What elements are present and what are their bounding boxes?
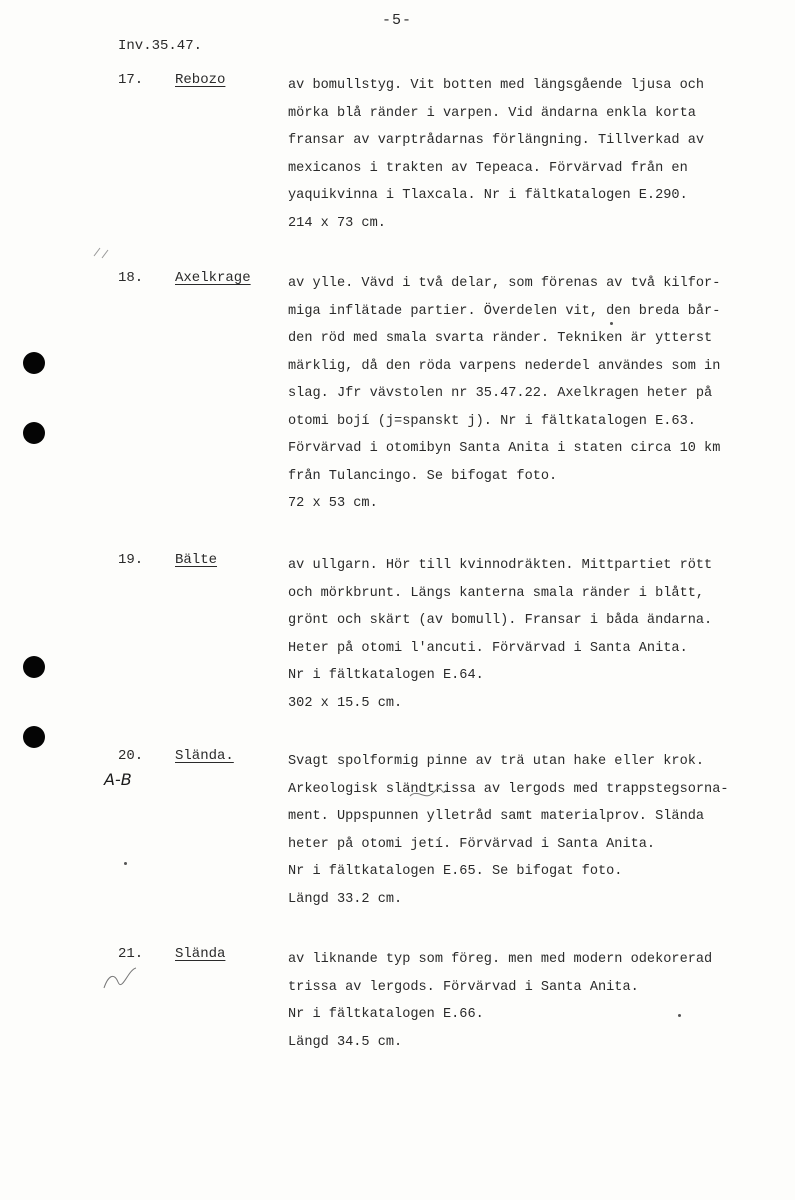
pencil-mark-icon	[92, 244, 112, 260]
description-line: Heter på otomi l'ancuti. Förvärvad i Santa Anita.	[288, 640, 688, 656]
entry-number: 21.	[118, 946, 144, 962]
description-line: av ylle. Vävd i två delar, som förenas av två kilfor-	[288, 276, 721, 291]
binder-hole-3	[23, 656, 45, 678]
description-line: fransar av varptrådarnas förlängning. Tillverkad av	[288, 133, 705, 148]
description-line: av ullgarn. Hör till kvinnodräkten. Mittpartiet rött	[288, 558, 713, 573]
entry-description	[288, 72, 758, 237]
description-line: och mörkbrunt. Längs kanterna smala ränder i blått,	[288, 585, 705, 601]
description-line: Svagt spolformig pinne av trä utan hake eller krok.	[288, 754, 705, 769]
entry-description	[288, 270, 758, 518]
entry-description	[288, 552, 758, 717]
binder-hole-2	[23, 422, 45, 444]
description-line: Arkeologisk sländtrissa av lergods med trappstegsorna-	[288, 781, 729, 797]
description-line: Längd 33.2 cm.	[288, 891, 403, 907]
description-line: 214 x 73 cm.	[288, 215, 386, 231]
description-line: mörka blå ränder i varpen. Vid ändarna enkla korta	[288, 105, 696, 121]
entry-number: 18.	[118, 270, 144, 286]
entry-name: Slända	[175, 946, 226, 962]
description-line: miga inflätade partier. Överdelen vit, den breda bår-	[288, 303, 721, 319]
description-line: heter på otomi jetí. Förvärvad i Santa Anita.	[288, 836, 656, 852]
description-line: otomi bojí (j=spanskt j). Nr i fältkatalogen E.63.	[288, 413, 696, 429]
entry-name: Rebozo	[175, 72, 226, 88]
entry-name: Axelkrage	[175, 270, 251, 286]
description-line: Nr i fältkatalogen E.65. Se bifogat foto.	[288, 864, 623, 879]
description-line: ment. Uppspunnen ylletråd samt materialprov. Slända	[288, 809, 705, 824]
description-line: yaquikvinna i Tlaxcala. Nr i fältkatalogen E.290.	[288, 188, 688, 203]
description-line: 302 x 15.5 cm.	[288, 695, 403, 711]
description-line: slag. Jfr vävstolen nr 35.47.22. Axelkragen heter på	[288, 386, 713, 401]
inventory-number: Inv.35.47.	[118, 38, 203, 54]
page-number: -5-	[382, 12, 413, 29]
binder-hole-4	[23, 726, 45, 748]
pencil-scribble-icon	[100, 962, 140, 992]
description-line: Längd 34.5 cm.	[288, 1034, 403, 1050]
description-line: den röd med smala svarta ränder. Tekniken är ytterst	[288, 331, 713, 346]
entry-number: 17.	[118, 72, 144, 88]
entry-name: Slända.	[175, 748, 234, 764]
description-line: från Tulancingo. Se bifogat foto.	[288, 468, 558, 484]
description-line: grönt och skärt (av bomull). Fransar i båda ändarna.	[288, 613, 713, 628]
pencil-scribble-icon	[408, 786, 448, 804]
description-line: av liknande typ som föreg. men med modern odekorerad	[288, 952, 713, 967]
entry-name: Bälte	[175, 552, 218, 568]
description-line: Nr i fältkatalogen E.66.	[288, 1007, 484, 1022]
entry-number: 20.	[118, 748, 144, 764]
binder-hole-1	[23, 352, 45, 374]
entry-number: 19.	[118, 552, 144, 568]
description-line: mexicanos i trakten av Tepeaca. Förvärvad från en	[288, 160, 688, 176]
description-line: 72 x 53 cm.	[288, 496, 378, 511]
paper-speck	[124, 862, 127, 865]
entry-description	[288, 946, 758, 1056]
description-line: Förvärvad i otomibyn Santa Anita i staten circa 10 km	[288, 441, 721, 456]
description-line: trissa av lergods. Förvärvad i Santa Anita.	[288, 979, 639, 995]
handwritten-annotation: A-B	[104, 770, 132, 789]
description-line: märklig, då den röda varpens nederdel användes som in	[288, 358, 721, 374]
description-line: av bomullstyg. Vit botten med längsgående ljusa och	[288, 78, 705, 93]
entry-description	[288, 748, 758, 913]
description-line: Nr i fältkatalogen E.64.	[288, 668, 484, 683]
